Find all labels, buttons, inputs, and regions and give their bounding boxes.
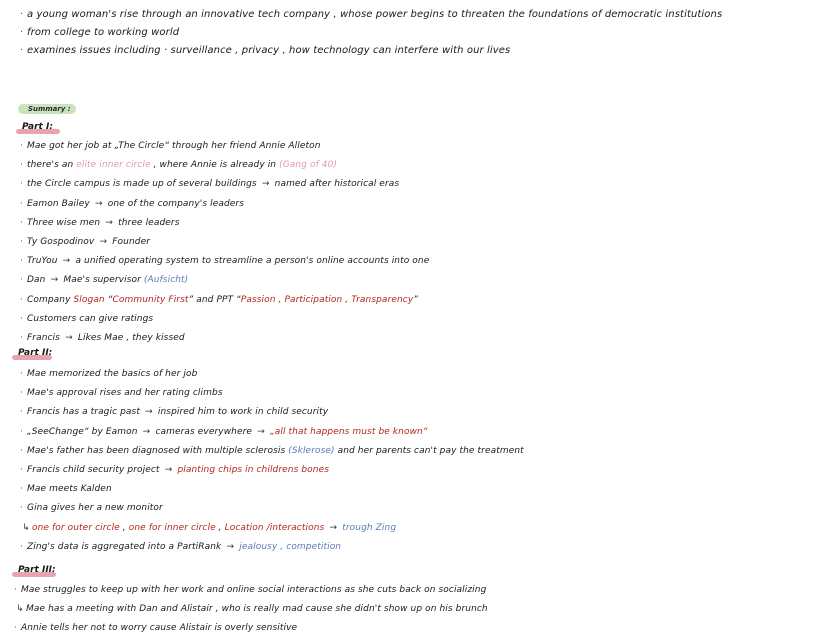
note-text: , where Annie is already in bbox=[150, 160, 280, 171]
note-text: Mae's father has been diagnosed with multiple sclerosis bbox=[27, 445, 289, 456]
bullet-icon: · bbox=[20, 484, 23, 495]
sub-arrow-icon: ↳ bbox=[16, 604, 24, 615]
sub-arrow-icon: ↳ bbox=[22, 522, 30, 533]
note-text: trough Zing bbox=[339, 522, 397, 533]
note-text: Slogan bbox=[73, 294, 105, 305]
part-3-title: Part III: bbox=[18, 565, 56, 575]
arrow-icon: → bbox=[145, 407, 153, 418]
note-text: Customers can give ratings bbox=[27, 313, 154, 324]
note-text: TruYou bbox=[27, 256, 61, 267]
bullet-icon: · bbox=[20, 237, 23, 247]
note-text: ” and PPT “ bbox=[188, 294, 241, 305]
note-text: Francis has a tragic past bbox=[27, 407, 143, 418]
bullet-icon: · bbox=[20, 445, 23, 456]
note-line bbox=[20, 178, 399, 190]
note-text: Company bbox=[27, 294, 74, 305]
bullet-icon: · bbox=[20, 333, 23, 343]
note-text: (Sklerose) bbox=[288, 445, 335, 456]
bullet-icon: · bbox=[20, 541, 23, 552]
bullet-icon: · bbox=[20, 160, 23, 171]
note-text: Likes Mae , they kissed bbox=[74, 333, 185, 343]
arrow-icon: → bbox=[50, 275, 59, 286]
note-text: ” bbox=[413, 294, 419, 305]
arrow-icon: → bbox=[62, 256, 71, 267]
note-line bbox=[20, 255, 429, 267]
note-text: , bbox=[215, 522, 225, 533]
note-text: (Aufsicht) bbox=[143, 275, 189, 286]
arrow-icon: → bbox=[94, 198, 103, 209]
note-line bbox=[20, 368, 197, 380]
note-text: Mae meets Kalden bbox=[27, 484, 112, 495]
part-2-title: Part II: bbox=[18, 348, 53, 358]
note-text: Mae's supervisor bbox=[60, 275, 144, 286]
note-line bbox=[20, 483, 112, 495]
arrow-icon: → bbox=[164, 465, 173, 475]
note-line bbox=[20, 541, 341, 553]
note-text: Annie tells her not to worry cause Alistair is overly sensitive bbox=[21, 623, 298, 634]
note-line bbox=[14, 622, 297, 634]
intro-line-3: · examines issues including · surveillance , privacy , how technology can interfere with our lives bbox=[20, 45, 511, 56]
note-text: Founder bbox=[109, 237, 151, 247]
note-line bbox=[20, 464, 329, 476]
note-text: inspired him to work in child security bbox=[154, 407, 329, 418]
note-text: Ty Gospodinov bbox=[27, 237, 98, 247]
summary-label: Summary : bbox=[28, 105, 71, 113]
note-text: one for outer circle bbox=[32, 522, 120, 533]
note-text: one for inner circle bbox=[128, 522, 216, 533]
note-text: named after historical eras bbox=[271, 179, 400, 190]
note-line bbox=[20, 159, 337, 171]
note-line bbox=[20, 294, 418, 306]
note-text: planting chips in childrens bones bbox=[174, 465, 330, 475]
note-text: Dan bbox=[27, 275, 49, 286]
arrow-icon: → bbox=[99, 237, 108, 247]
bullet-icon: · bbox=[20, 407, 23, 418]
note-line bbox=[20, 426, 428, 438]
note-text: Mae memorized the basics of her job bbox=[27, 369, 198, 379]
arrow-icon: → bbox=[65, 333, 73, 343]
note-text: Mae's approval rises and her rating climbs bbox=[27, 388, 223, 399]
note-text: Francis bbox=[27, 333, 63, 343]
bullet-icon: · bbox=[20, 179, 23, 190]
bullet-icon: · bbox=[20, 198, 23, 209]
note-text: jealousy , competition bbox=[236, 541, 342, 552]
arrow-icon: → bbox=[261, 179, 270, 190]
intro-line-1: · a young woman's rise through an innovative tech company , whose power begins to threaten the foundations of democratic institutions bbox=[20, 9, 723, 20]
note-text: „SeeChange“ by Eamon bbox=[27, 426, 141, 437]
bullet-icon: · bbox=[20, 426, 23, 437]
arrow-icon: → bbox=[105, 217, 113, 228]
note-line bbox=[20, 387, 223, 399]
note-line bbox=[20, 274, 188, 286]
note-text: a unified operating system to streamline a person's online accounts into one bbox=[72, 256, 430, 267]
arrow-icon: → bbox=[142, 426, 151, 437]
note-text: Mae got her job at „The Circle“ through her friend Annie Alleton bbox=[27, 141, 321, 151]
note-text: “ bbox=[104, 294, 113, 305]
arrow-icon: → bbox=[226, 541, 235, 552]
bullet-icon: · bbox=[20, 141, 23, 151]
note-text: the Circle campus is made up of several buildings bbox=[27, 179, 260, 190]
note-text: (Gang of 40) bbox=[279, 160, 338, 171]
note-text: Three wise men bbox=[27, 217, 104, 228]
note-text: Gina gives her a new monitor bbox=[27, 503, 163, 514]
note-text: elite inner circle bbox=[76, 160, 151, 171]
note-text: and her parents can't pay the treatment bbox=[334, 445, 524, 456]
note-line bbox=[20, 445, 524, 457]
note-text: Community First bbox=[112, 294, 189, 305]
note-text: three leaders bbox=[115, 217, 180, 228]
note-text: Passion , Participation , Transparency bbox=[240, 294, 414, 305]
note-line bbox=[20, 198, 244, 210]
note-text: Francis child security project bbox=[27, 465, 163, 475]
bullet-icon: · bbox=[20, 217, 23, 228]
note-text: Location /interactions bbox=[224, 522, 325, 533]
note-line bbox=[20, 332, 185, 344]
bullet-icon: · bbox=[20, 294, 23, 305]
bullet-icon: · bbox=[20, 313, 23, 324]
note-text: Mae struggles to keep up with her work and online social interactions as she cuts back on socializing bbox=[21, 585, 487, 595]
bullet-icon: · bbox=[20, 275, 23, 286]
note-text: Eamon Bailey bbox=[27, 198, 93, 209]
note-text: there's an bbox=[27, 160, 77, 171]
bullet-icon: · bbox=[20, 369, 23, 379]
note-text: one of the company's leaders bbox=[104, 198, 244, 209]
bullet-icon: · bbox=[20, 256, 23, 267]
arrow-icon: → bbox=[257, 426, 265, 437]
note-text: , bbox=[119, 522, 129, 533]
part-1-title: Part I: bbox=[22, 122, 53, 132]
arrow-icon: → bbox=[329, 522, 338, 533]
note-line bbox=[20, 140, 321, 152]
intro-line-2: · from college to working world bbox=[20, 27, 180, 38]
note-line bbox=[20, 313, 153, 325]
note-line bbox=[20, 236, 150, 248]
note-text: cameras everywhere bbox=[152, 426, 256, 437]
note-line bbox=[20, 217, 179, 229]
note-text: Zing's data is aggregated into a PartiRank bbox=[27, 541, 225, 552]
note-line bbox=[20, 522, 396, 534]
note-text: Mae has a meeting with Dan and Alistair , who is really mad cause she didn't show up on his brunch bbox=[26, 604, 488, 615]
bullet-icon: · bbox=[20, 503, 23, 514]
bullet-icon: · bbox=[20, 465, 23, 475]
note-line bbox=[14, 603, 488, 615]
bullet-icon: · bbox=[20, 388, 23, 399]
bullet-icon: · bbox=[14, 585, 17, 595]
note-line bbox=[14, 584, 486, 596]
bullet-icon: · bbox=[14, 623, 17, 634]
note-line bbox=[20, 502, 163, 514]
note-text: „all that happens must be known“ bbox=[267, 426, 428, 437]
note-line bbox=[20, 406, 328, 418]
